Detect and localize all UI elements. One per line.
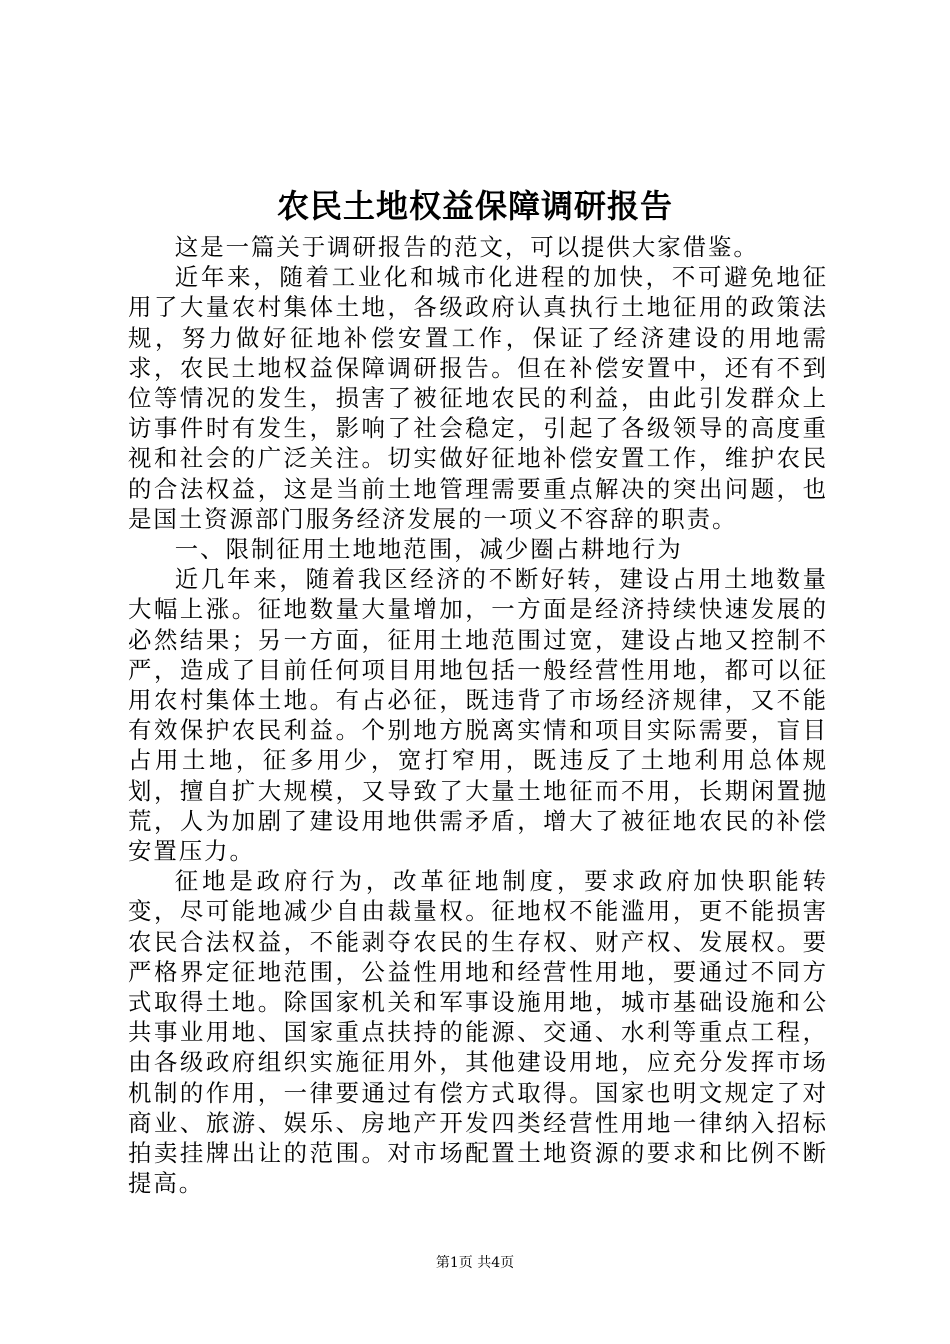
intro-paragraph: 这是一篇关于调研报告的范文，可以提供大家借鉴。 <box>174 233 759 261</box>
document-body <box>128 232 828 1199</box>
section-heading: 一、限制征用土地地范围，减少圈占耕地行为 <box>174 535 683 564</box>
background-paragraph: 近年来，随着工业化和城市化进程的加快，不可避免地征用了大量农村集体土地，各级政府认真执行土地征用的政策法规，努力做好征地补偿安置工作，保证了经济建设的用地需求，农民土地权益保障调研报告。但在补偿安置中，还有不到位等情况的发生，损害了被征地农民的利益，由此引发群众上访事件时有发生，影响了社会稳定，引起了各级领导的高度重视和社会的广泛关注。切实做好征地补偿安置工作，维护农民的合法权益，这是当前土地管理需要重点解决的突出问题，也是国土资源部门服务经济发展的一项义不容辞的职责。 <box>128 263 828 533</box>
document-title: 农民土地权益保障调研报告 <box>276 187 673 225</box>
page-footer <box>0 1253 950 1273</box>
section-paragraph-1: 近几年来，随着我区经济的不断好转，建设占用土地数量大幅上涨。征地数量大量增加，一方面是经济持续快速发展的必然结果；另一方面，征用土地范围过宽，建设占地又控制不严，造成了目前任何项目用地包括一般经营性用地，都可以征用农村集体土地。有占必征，既违背了市场经济规律，又不能有效保护农民利益。个别地方脱离实情和项目实际需要，盲目占用土地，征多用少，宽打窄用，既违反了土地利用总体规划，擅自扩大规模，又导致了大量土地征而不用，长期闲置抛荒，人为加剧了建设用地供需矛盾，增大了被征地农民的补偿安置压力。 <box>128 565 828 866</box>
section-paragraph-2: 征地是政府行为，改革征地制度，要求政府加快职能转变，尽可能地减少自由裁量权。征地权不能滥用，更不能损害农民合法权益，不能剥夺农民的生存权、财产权、发展权。要严格界定征地范围，公益性用地和经营性用地，要通过不同方式取得土地。除国家机关和军事设施用地，城市基础设施和公共事业用地、国家重点扶持的能源、交通、水利等重点工程，由各级政府组织实施征用外，其他建设用地，应充分发挥市场机制的作用，一律要通过有偿方式取得。国家也明文规定了对商业、旅游、娱乐、房地产开发四类经营性用地一律纳入招标拍卖挂牌出让的范围。对市场配置土地资源的要求和比例不断提高。 <box>128 867 828 1198</box>
page-number: 第1页 共4页 <box>435 1255 515 1271</box>
